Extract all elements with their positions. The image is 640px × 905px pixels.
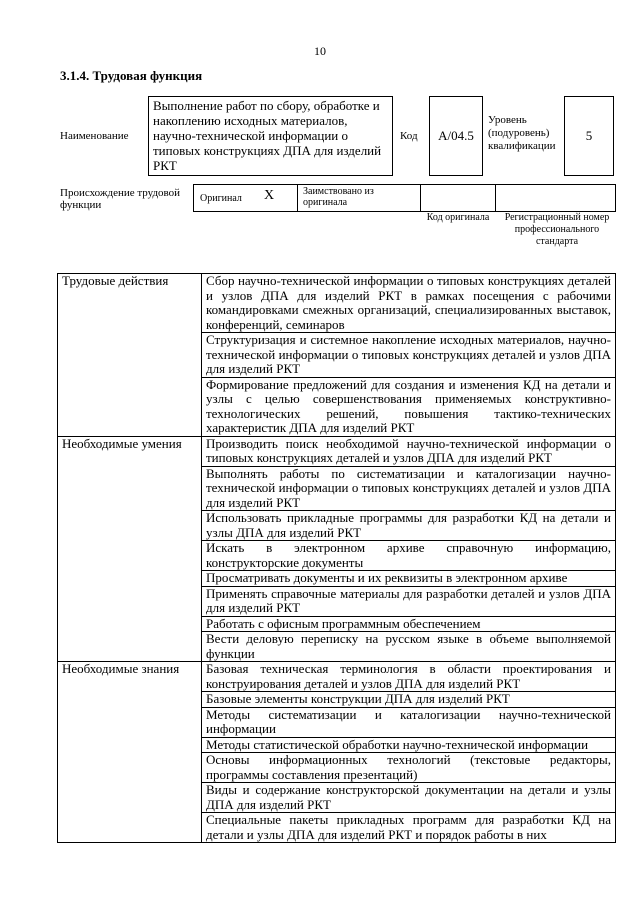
section-item: Структуризация и системное накопление исходных материалов, научно-технической информации о типовых конструкциях деталей и узлов ДПА для изделий РКТ	[202, 333, 616, 378]
table-row	[58, 274, 616, 333]
section-item: Искать в электронном архиве справочную информацию, конструкторские документы	[202, 541, 616, 571]
section-item: Базовая техническая терминология в области проектирования и конструирования деталей и узлов ДПА для изделий РКТ	[202, 662, 616, 692]
code-label: Код	[400, 130, 418, 142]
origin-label: Происхождение трудовой функции	[60, 187, 181, 211]
section-item: Формирование предложений для создания и изменения КД на детали и узлы с целью совершенствования применяемых конструктивно-технологических решений, повышения тактико-технических характеристик ДПА для изделий РКТ	[202, 377, 616, 436]
name-label: Наименование	[60, 130, 129, 142]
section-item: Методы систематизации и каталогизации научно-технической информации	[202, 707, 616, 737]
page-number: 10	[314, 44, 326, 58]
section-item: Выполнять работы по систематизации и каталогизации научно-технической информации о типовых конструкциях деталей и узлов ДПА для изделий РКТ	[202, 466, 616, 511]
section-item: Работать с офисным программным обеспечением	[202, 616, 616, 632]
section-title: 3.1.4. Трудовая функция	[60, 68, 203, 83]
section-item: Специальные пакеты прикладных программ для разработки КД на детали и узлы ДПА для изделий РКТ и порядок работы в них	[202, 813, 616, 843]
section-item: Вести деловую переписку на русском языке в объеме выполняемой функции	[202, 632, 616, 662]
function-name-box: Выполнение работ по сбору, обработке и накоплению исходных материалов, научно-технической информации о типовых конструкциях ДПА для изделий РКТ	[148, 96, 393, 176]
original-label: Оригинал	[200, 193, 242, 204]
original-mark: X	[264, 188, 275, 203]
table-row	[58, 662, 616, 692]
section-item: Производить поиск необходимой научно-технической информации о типовых конструкциях деталей и узлов ДПА для изделий РКТ	[202, 436, 616, 466]
function-code-box: А/04.5	[429, 96, 483, 176]
labor-function-table	[57, 273, 616, 843]
section-item: Использовать прикладные программы для разработки КД на детали и узлы ДПА для изделий РКТ	[202, 511, 616, 541]
section-item: Сбор научно-технической информации о типовых конструкциях деталей и узлов ДПА для изделий РКТ в рамках посещения с рабочими командировками смежных организаций, специализированных выставок, конференций, семинаров	[202, 274, 616, 333]
table-row	[58, 436, 616, 466]
section-item: Методы статистической обработки научно-технической информации	[202, 737, 616, 753]
level-label: Уровень (подуровень) квалификации	[488, 114, 556, 152]
section-item: Виды и содержание конструкторской документации на детали и узлы ДПА для изделий РКТ	[202, 783, 616, 813]
section-title-cell: Необходимые знания	[58, 662, 202, 843]
code-caption: Код оригинала	[426, 212, 490, 223]
section-title-cell: Трудовые действия	[58, 274, 202, 437]
origin-original-cell	[193, 184, 298, 212]
qualification-level-box: 5	[564, 96, 614, 176]
origin-code-cell	[420, 184, 496, 212]
section-item: Применять справочные материалы для разработки деталей и узлов ДПА для изделий РКТ	[202, 586, 616, 616]
section-item: Основы информационных технологий (текстовые редакторы, программы составления презентаций)	[202, 753, 616, 783]
section-title-cell: Необходимые умения	[58, 436, 202, 662]
section-item: Базовые элементы конструкции ДПА для изделий РКТ	[202, 692, 616, 708]
origin-borrowed-cell: Заимствовано из оригинала	[297, 184, 421, 212]
section-item: Просматривать документы и их реквизиты в электронном архиве	[202, 571, 616, 587]
reg-caption: Регистрационный номер профессионального стандарта	[504, 212, 610, 247]
origin-reg-cell	[495, 184, 616, 212]
